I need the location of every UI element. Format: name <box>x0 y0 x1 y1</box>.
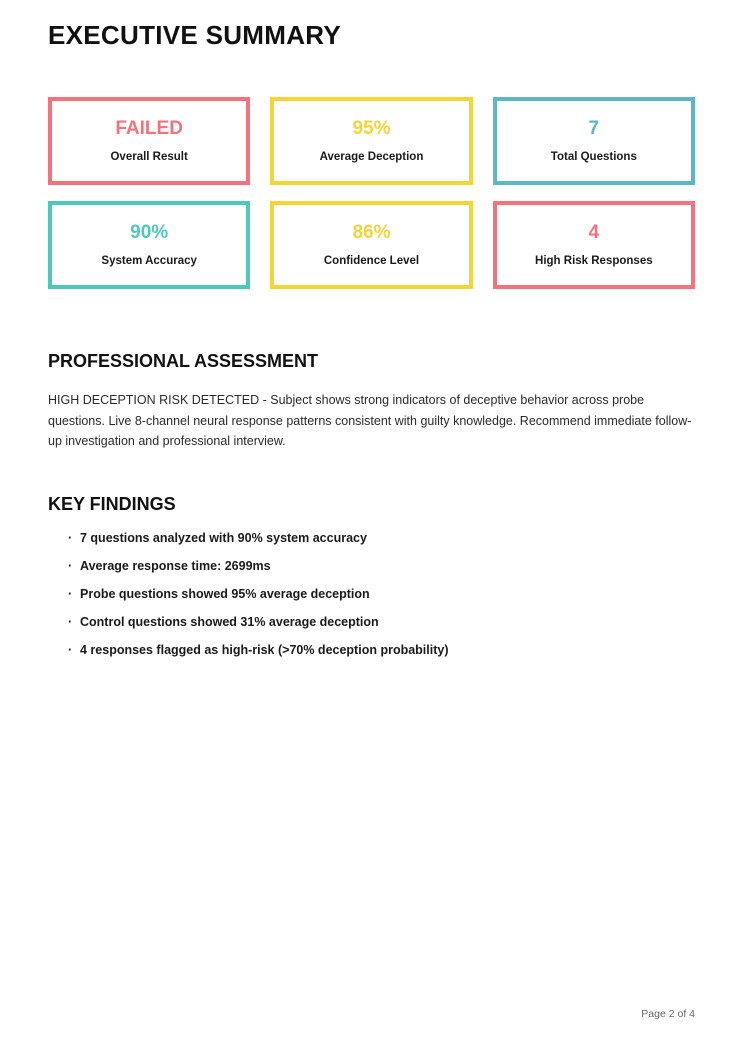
metric-card <box>48 201 250 289</box>
metric-value: 4 <box>588 221 600 243</box>
list-item <box>70 559 695 573</box>
metric-value: 90% <box>130 221 169 243</box>
list-item <box>70 531 695 545</box>
metric-card <box>493 97 695 185</box>
list-item <box>70 615 695 629</box>
assessment-body: HIGH DECEPTION RISK DETECTED - Subject shows strong indicators of deceptive behavior across probe questions. Live 8-channel neural response patterns consistent with guilty knowledge. Recommend immediate follow-up investigation and professional interview. <box>48 393 692 449</box>
bullet-icon: · <box>68 586 73 601</box>
list-item-text: Probe questions showed 95% average deception <box>80 586 370 601</box>
metric-value: 95% <box>352 117 391 139</box>
metric-label: Overall Result <box>110 151 188 164</box>
list-item-text: 7 questions analyzed with 90% system accuracy <box>80 530 367 545</box>
metric-value: FAILED <box>115 117 183 139</box>
bullet-icon: · <box>68 530 73 545</box>
page-title: EXECUTIVE SUMMARY <box>48 20 342 50</box>
metric-label: System Accuracy <box>101 255 197 268</box>
list-item-text: Average response time: 2699ms <box>80 558 271 573</box>
metric-card <box>270 97 472 185</box>
metrics-grid <box>48 97 695 289</box>
list-item-text: Control questions showed 31% average deception <box>80 614 379 629</box>
list-item-text: 4 responses flagged as high-risk (>70% deception probability) <box>80 642 449 657</box>
metric-card <box>270 201 472 289</box>
bullet-icon: · <box>68 558 73 573</box>
bullet-icon: · <box>68 614 73 629</box>
metric-label: Average Deception <box>319 151 424 164</box>
metric-label: Confidence Level <box>323 255 420 268</box>
list-item <box>70 587 695 601</box>
metric-card <box>48 97 250 185</box>
metric-value: 86% <box>352 221 391 243</box>
bullet-icon: · <box>68 642 73 657</box>
findings-list <box>48 531 695 657</box>
metric-value: 7 <box>588 117 600 139</box>
list-item <box>70 643 695 657</box>
metric-label: High Risk Responses <box>535 255 653 268</box>
metric-card <box>493 201 695 289</box>
key-findings-section <box>48 494 695 657</box>
page-footer: Page 2 of 4 <box>641 1008 695 1020</box>
assessment-heading: PROFESSIONAL ASSESSMENT <box>48 351 319 371</box>
findings-heading: KEY FINDINGS <box>48 493 176 514</box>
professional-assessment-section <box>48 351 695 452</box>
metric-label: Total Questions <box>550 151 637 164</box>
